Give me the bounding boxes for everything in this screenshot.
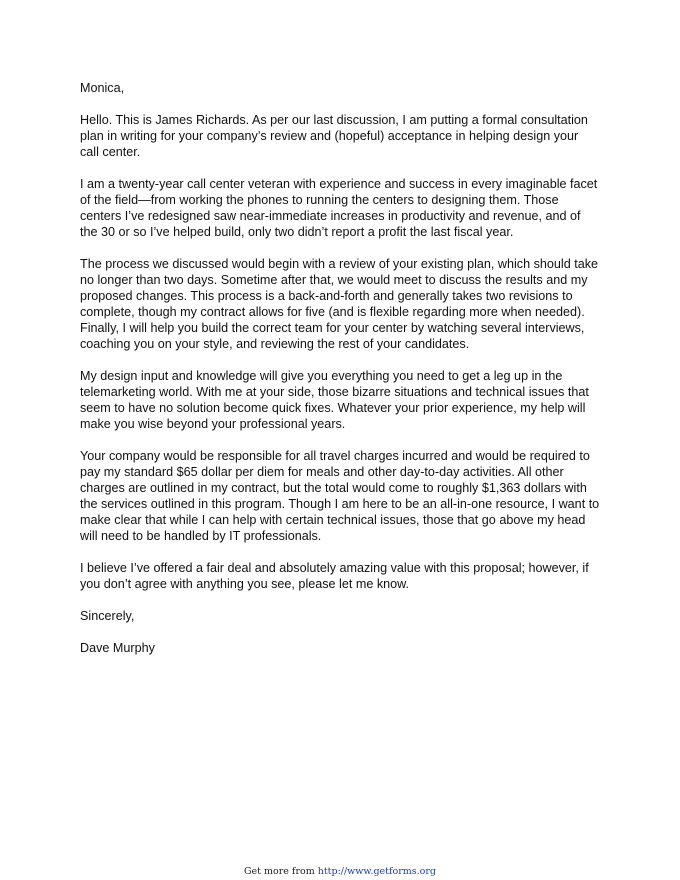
paragraph-experience: I am a twenty-year call center veteran with experience and success in every imaginable facet of the field—from working the phones to running the centers to designing them. Those centers I’ve redesigned saw near-immediate increases in productivity and revenue, and of the 30 or so I’ve helped build, only two didn’t report a profit the last fiscal year. [80, 177, 598, 239]
closing: Sincerely, [80, 609, 135, 623]
letter-body [80, 80, 600, 672]
paragraph-conclusion: I believe I’ve offered a fair deal and absolutely amazing value with this proposal; however, if you don’t agree with anything you see, please let me know. [80, 561, 589, 591]
salutation: Monica, [80, 81, 125, 95]
paragraph-charges: Your company would be responsible for all travel charges incurred and would be required to pay my standard $65 dollar per diem for meals and other day-to-day activities. All other charges are outlined in my contract, but the total would come to roughly $1,363 dollars with the services outlined in this program. Though I am here to be an all-in-one resource, I want to make clear that while I can help with certain technical issues, those that go above my head will need to be handled by IT professionals. [80, 449, 600, 543]
signature: Dave Murphy [80, 641, 155, 655]
paragraph-intro: Hello. This is James Richards. As per our last discussion, I am putting a formal consultation plan in writing for your company’s review and (hopeful) acceptance in helping design your call center. [80, 113, 588, 159]
footer-prefix: Get more from [243, 866, 318, 877]
footer [0, 866, 680, 877]
paragraph-value: My design input and knowledge will give you everything you need to get a leg up in the telemarketing world. With me at your side, those bizarre situations and technical issues that seem to have no solution become quick fixes. Whatever your prior experience, my help will make you wise beyond your professional years. [80, 369, 589, 431]
paragraph-process: The process we discussed would begin with a review of your existing plan, which should take no longer than two days. Sometime after that, we would meet to discuss the results and my proposed changes. This process is a back-and-forth and generally takes two revisions to complete, though my contract allows for five (and is flexible regarding more when needed). Finally, I will help you build the correct team for your center by watching several interviews, coaching you on your style, and reviewing the rest of your candidates. [80, 257, 599, 351]
footer-link[interactable]: http://www.getforms.org [317, 866, 437, 877]
